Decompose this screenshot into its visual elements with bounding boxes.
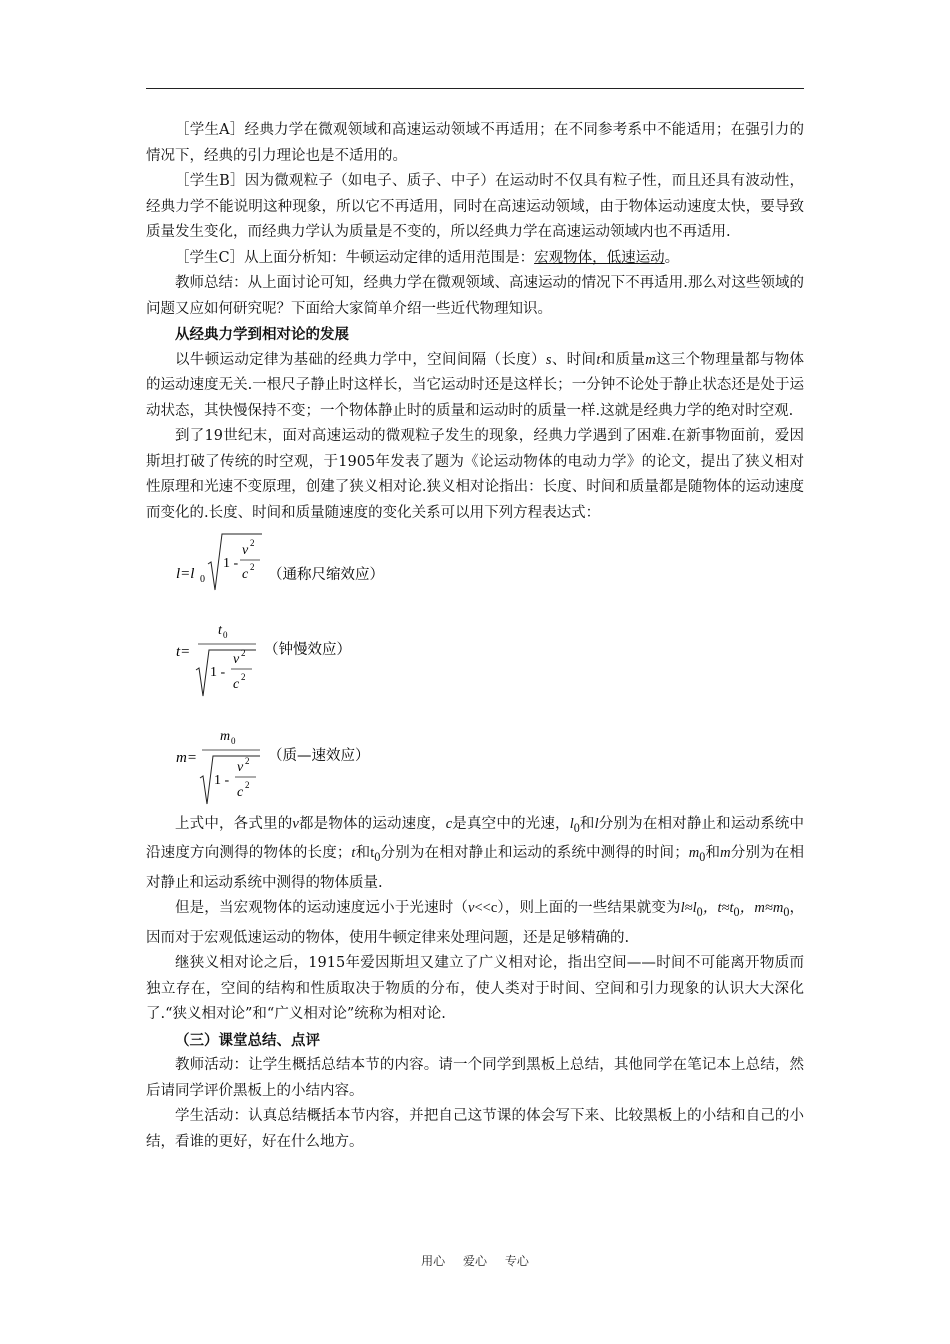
- var-t0: t: [370, 845, 375, 862]
- eq2-top: t: [218, 623, 222, 638]
- var-v: v: [292, 816, 299, 832]
- text: 和质量: [600, 351, 646, 368]
- eq1-num-sup: 2: [250, 538, 255, 548]
- eq3-top-sub: 0: [231, 736, 236, 746]
- approx-m: ，m≈m: [739, 900, 784, 917]
- paragraph-student-c: [146, 246, 804, 272]
- paragraph-general-relativity: 继狭义相对论之后，1915年爱因斯坦又建立了广义相对论，指出空间——时间不可能离开物质而独立存在，空间的结构和性质取决于物质的分布，使人类对于时间、空间和引力现象的认识大大深化了.“狭义相对论”和“广义相对论”统称为相对论.: [146, 955, 804, 1023]
- var-c: c: [445, 816, 453, 832]
- footer-text-3: 专心: [504, 1254, 529, 1268]
- paragraph-student-activity: 学生活动：认真总结概括本节内容，并把自己这节课的体会写下来、比较黑板上的小结和自己的小结，看谁的更好，好在什么地方。: [146, 1108, 804, 1150]
- footer-text-2: 爱心: [462, 1254, 487, 1268]
- equation-mass-velocity: [146, 716, 804, 808]
- eq3-num: v: [237, 760, 244, 775]
- text: ，因而对于宏观低速运动的物体，使用牛顿定律来处理问题，还是足够精确的.: [146, 900, 805, 946]
- page-footer: [0, 1252, 950, 1269]
- var-t: t: [351, 845, 356, 862]
- underlined-answer: 宏观物体，低速运动: [534, 249, 665, 266]
- text: ［学生C］从上面分析知：牛顿运动定律的适用范围是：: [175, 249, 535, 266]
- eq2-num: v: [233, 652, 240, 667]
- equation-length-contraction: [146, 530, 804, 606]
- eq2-den-sup: 2: [241, 672, 246, 682]
- eq1-note: （通称尺缩效应）: [268, 567, 384, 583]
- approx-t: ，t≈t: [702, 900, 734, 917]
- paragraph-teacher-activity: 教师活动：让学生概括总结本节的内容。请一个同学到黑板上总结，其他同学在笔记本上总结，然后请同学评价黑板上的小结内容。: [146, 1057, 804, 1099]
- sub-0: 0: [374, 850, 381, 865]
- text: 、时间: [551, 351, 597, 368]
- eq2-one: 1 -: [210, 665, 226, 680]
- paragraph-low-speed-limit: [146, 896, 804, 951]
- text: 分别为在相对静止和运动系统中沿速度方向测得的物体的长度；: [146, 816, 805, 862]
- text: 分别为在相对静止和运动的系统中测得的时间；: [380, 845, 689, 862]
- eq2-lhs: t=: [176, 644, 191, 660]
- eq1-den: c: [242, 567, 249, 582]
- paragraph-student-a: ［学生A］经典力学在微观领域和高速运动领域不再适用；在不同参考系中不能适用；在强引力的情况下，经典的引力理论也是不适用的。: [146, 122, 804, 164]
- text: 和: [355, 845, 371, 862]
- text: 和: [579, 816, 595, 832]
- document-body: [146, 118, 804, 1155]
- equation-time-dilation: [146, 610, 804, 698]
- header-rule: [146, 88, 804, 89]
- text: 上式中，各式里的: [175, 816, 293, 832]
- var-s: s: [545, 351, 552, 368]
- text: 分别为在相对静止和运动系统中测得的物体质量.: [146, 845, 805, 891]
- eq3-lhs: m=: [176, 750, 197, 766]
- eq3-one: 1 -: [214, 773, 230, 788]
- eq3-note: （质—速效应）: [268, 748, 370, 764]
- var-m: m: [645, 351, 656, 368]
- eq2-radical: [196, 650, 256, 696]
- eq2-den: c: [233, 677, 240, 692]
- eq1-lhs: l=l: [176, 566, 195, 582]
- equation-3-svg: [176, 716, 496, 808]
- var-l: l: [594, 816, 599, 832]
- paragraph-teacher-summary: 教师总结：从上面讨论可知，经典力学在微观领域、高速运动的情况下不再适用.那么对这些领域的问题又应如何研究呢？下面给大家简单介绍一些近代物理知识。: [146, 275, 804, 317]
- footer-text-1: 用心: [421, 1254, 446, 1268]
- eq2-num-sup: 2: [241, 648, 246, 658]
- eq3-den: c: [237, 785, 244, 800]
- var-t: t: [596, 351, 601, 368]
- eq1-num: v: [242, 543, 249, 558]
- equation-2-svg: [176, 610, 496, 698]
- section-heading-summary: （三）课堂总结、点评: [175, 1031, 320, 1049]
- eq3-den-sup: 2: [245, 780, 250, 790]
- text: 。: [664, 249, 680, 266]
- eq2-note: （钟慢效应）: [264, 642, 351, 658]
- text: 这三个物理量都与物体的运动速度无关.一根尺子静止时这样长，当它运动时还是这样长；一分钟不论处于静止状态还是处于运动状态，其快慢保持不变；一个物体静止时的质量和运动时的质量一样.这就是经典力学的绝对时空观.: [146, 351, 805, 419]
- var-m0: m: [688, 845, 700, 862]
- eq1-lhs-sub: 0: [200, 574, 205, 585]
- approx-l: l≈l: [680, 900, 697, 917]
- paragraph-einstein: 到了19世纪末，面对高速运动的微观粒子发生的现象，经典力学遇到了困难.在新事物面前，爱因斯坦打破了传统的时空观，于1905年发表了题为《论运动物体的电动力学》的论文，提出了狭义相对性原理和光速不变原理，创建了狭义相对论.狭义相对论指出：长度、时间和质量都是随物体的运动速度而变化的.长度、时间和质量随速度的变化关系可以用下列方程表达式：: [146, 428, 804, 521]
- text: 是真空中的光速，: [452, 816, 570, 832]
- sub-0: 0: [696, 905, 703, 920]
- sub-0: 0: [783, 905, 790, 920]
- paragraph-classical-spacetime: [146, 348, 804, 425]
- text: <<c），则上面的一些结果就变为: [474, 900, 681, 917]
- var-m: m: [720, 845, 731, 862]
- equation-1-svg: [176, 530, 496, 606]
- sub-0: 0: [699, 850, 706, 865]
- eq1-one: 1 -: [223, 556, 239, 571]
- text: 但是，当宏观物体的运动速度远小于光速时（: [175, 900, 469, 917]
- sub-0: 0: [573, 820, 580, 835]
- sub-0: 0: [733, 905, 740, 920]
- text: 以牛顿运动定律为基础的经典力学中，空间间隔（长度）: [175, 351, 546, 368]
- eq3-top: m: [220, 729, 231, 744]
- paragraph-student-b: ［学生B］因为微观粒子（如电子、质子、中子）在运动时不仅具有粒子性，而且还具有波动性，经典力学不能说明这种现象，所以它不再适用，同时在高速运动领域，由于物体运动速度太快，要导致质量发生变化，而经典力学认为质量是不变的，所以经典力学在高速运动领域内也不再适用.: [146, 173, 804, 240]
- text: 都是物体的运动速度，: [298, 816, 446, 832]
- var-l0: l: [569, 816, 574, 832]
- text: 和: [705, 845, 721, 862]
- eq2-top-sub: 0: [223, 630, 228, 640]
- var-v: v: [468, 900, 475, 917]
- paragraph-variable-explanation: [146, 812, 804, 896]
- eq3-num-sup: 2: [245, 756, 250, 766]
- section-heading-relativity: 从经典力学到相对论的发展: [175, 326, 349, 343]
- eq3-radical: [200, 756, 260, 804]
- eq1-den-sup: 2: [250, 562, 255, 572]
